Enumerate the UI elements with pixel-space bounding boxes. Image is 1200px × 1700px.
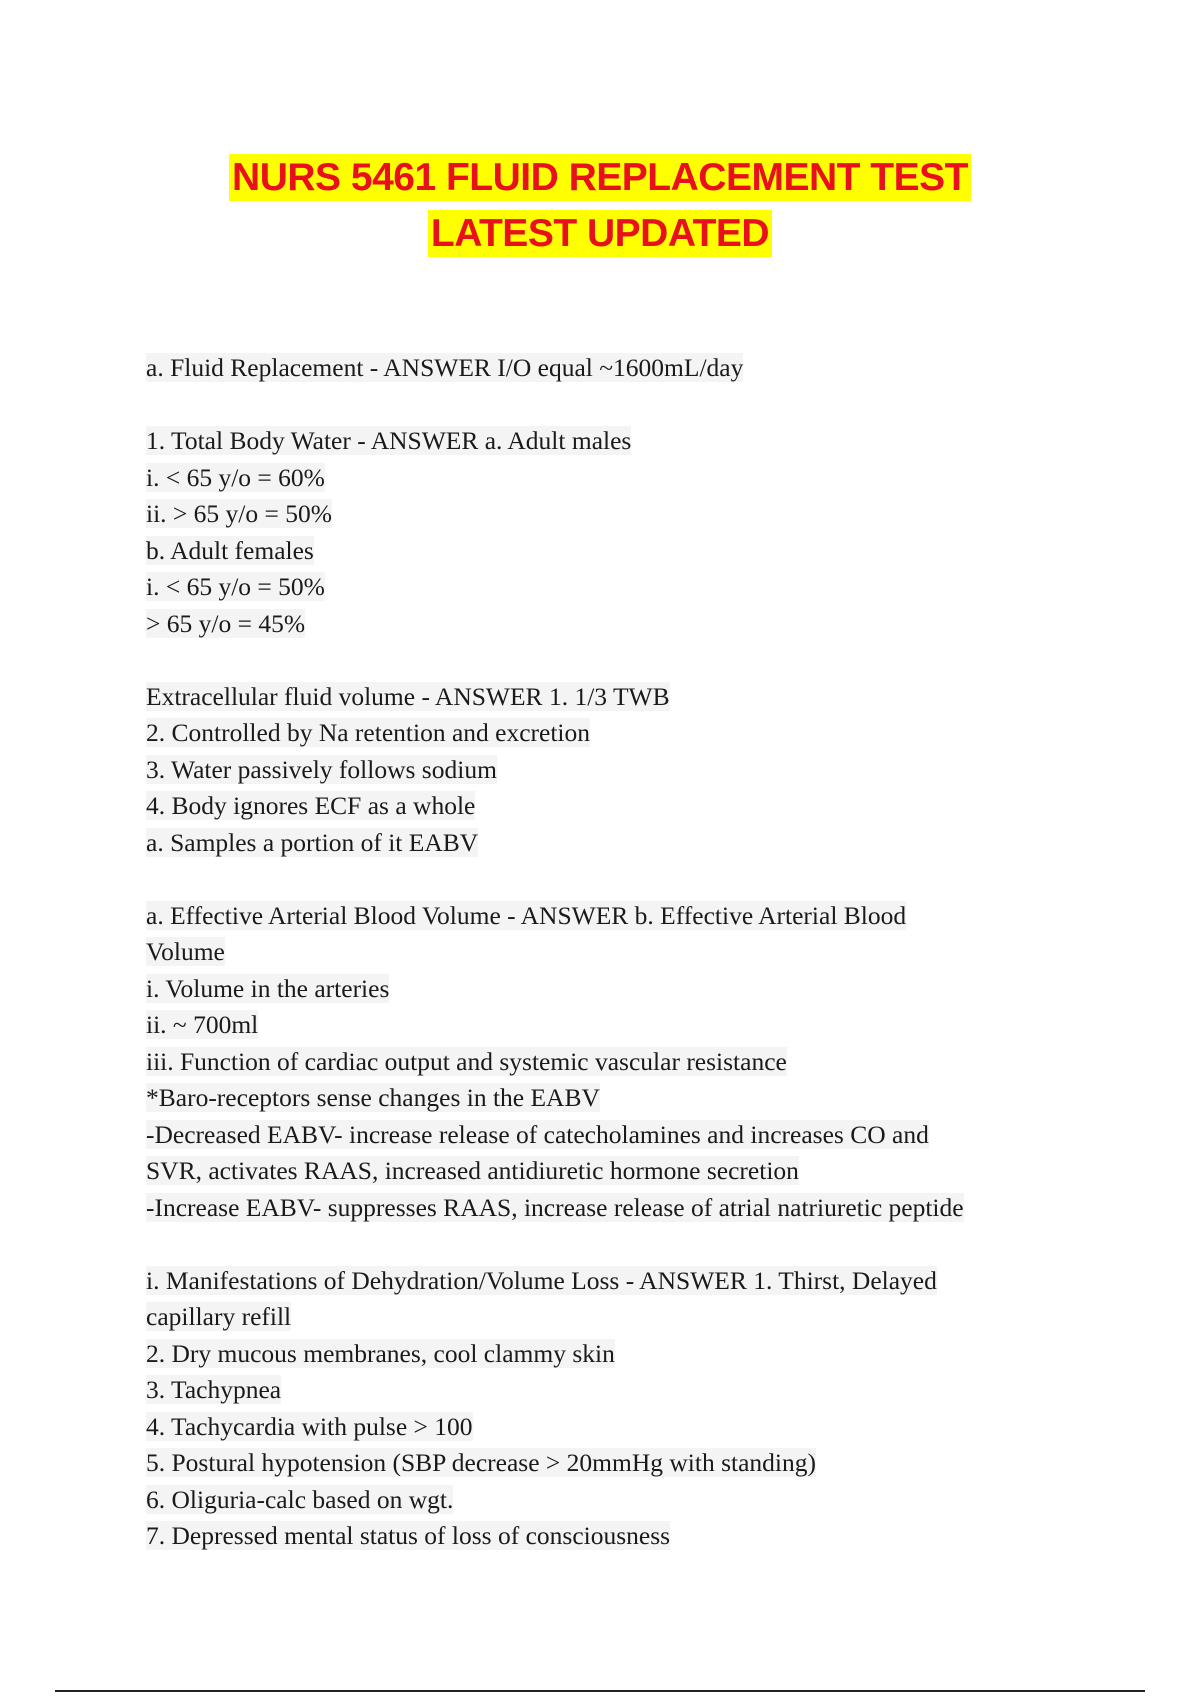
text-line: i. Manifestations of Dehydration/Volume Loss - ANSWER 1. Thirst, Delayed bbox=[146, 1265, 937, 1295]
text-line: 2. Controlled by Na retention and excretion bbox=[146, 718, 590, 747]
document-title bbox=[0, 150, 1200, 262]
text-line: -Decreased EABV- increase release of catecholamines and increases CO and bbox=[146, 1119, 929, 1149]
text-line: *Baro-receptors sense changes in the EABV bbox=[146, 1083, 600, 1112]
qa-block-total-body-water bbox=[146, 423, 1066, 642]
text-line: 1. Total Body Water - ANSWER a. Adult males bbox=[146, 426, 632, 455]
text-line: 6. Oliguria-calc based on wgt. bbox=[146, 1484, 454, 1514]
text-line: iii. Function of cardiac output and systemic vascular resistance bbox=[146, 1046, 787, 1076]
text-line: a. Effective Arterial Blood Volume - ANSWER b. Effective Arterial Blood bbox=[146, 900, 907, 930]
text-line: i. Volume in the arteries bbox=[146, 973, 390, 1003]
text-line: -Increase EABV- suppresses RAAS, increase release of atrial natriuretic peptide bbox=[146, 1192, 964, 1222]
qa-block-fluid-replacement bbox=[146, 350, 1066, 387]
qa-block-extracellular-fluid bbox=[146, 679, 1066, 862]
text-line: SVR, activates RAAS, increased antidiuretic hormone secretion bbox=[146, 1156, 799, 1185]
text-line: 3. Tachypnea bbox=[146, 1375, 282, 1404]
text-line: a. Fluid Replacement - ANSWER I/O equal ~1600mL/day bbox=[146, 353, 744, 382]
text-line: i. < 65 y/o = 50% bbox=[146, 572, 325, 601]
text-line: ii. > 65 y/o = 50% bbox=[146, 499, 333, 528]
text-line: 5. Postural hypotension (SBP decrease > 20mmHg with standing) bbox=[146, 1448, 816, 1477]
text-line: b. Adult females bbox=[146, 535, 314, 565]
document-body bbox=[146, 350, 1066, 1591]
text-line: > 65 y/o = 45% bbox=[146, 608, 306, 638]
page-bottom-rule bbox=[55, 1690, 1145, 1692]
qa-block-dehydration-manifestations bbox=[146, 1263, 1066, 1555]
title-line: NURS 5461 FLUID REPLACEMENT TEST bbox=[229, 154, 971, 201]
title-line: LATEST UPDATED bbox=[428, 210, 772, 257]
text-line: i. < 65 y/o = 60% bbox=[146, 462, 325, 492]
text-line: 7. Depressed mental status of loss of consciousness bbox=[146, 1521, 671, 1550]
text-line: 3. Water passively follows sodium bbox=[146, 754, 497, 784]
text-line: ii. ~ 700ml bbox=[146, 1010, 259, 1039]
text-line: 2. Dry mucous membranes, cool clammy skin bbox=[146, 1338, 615, 1368]
text-line: 4. Body ignores ECF as a whole bbox=[146, 791, 476, 820]
qa-block-effective-arterial-blood-volume bbox=[146, 898, 1066, 1227]
text-line: a. Samples a portion of it EABV bbox=[146, 827, 479, 857]
text-line: Extracellular fluid volume - ANSWER 1. 1/3 TWB bbox=[146, 681, 670, 711]
text-line: Volume bbox=[146, 937, 225, 966]
text-line: 4. Tachycardia with pulse > 100 bbox=[146, 1411, 473, 1441]
text-line: capillary refill bbox=[146, 1302, 292, 1331]
